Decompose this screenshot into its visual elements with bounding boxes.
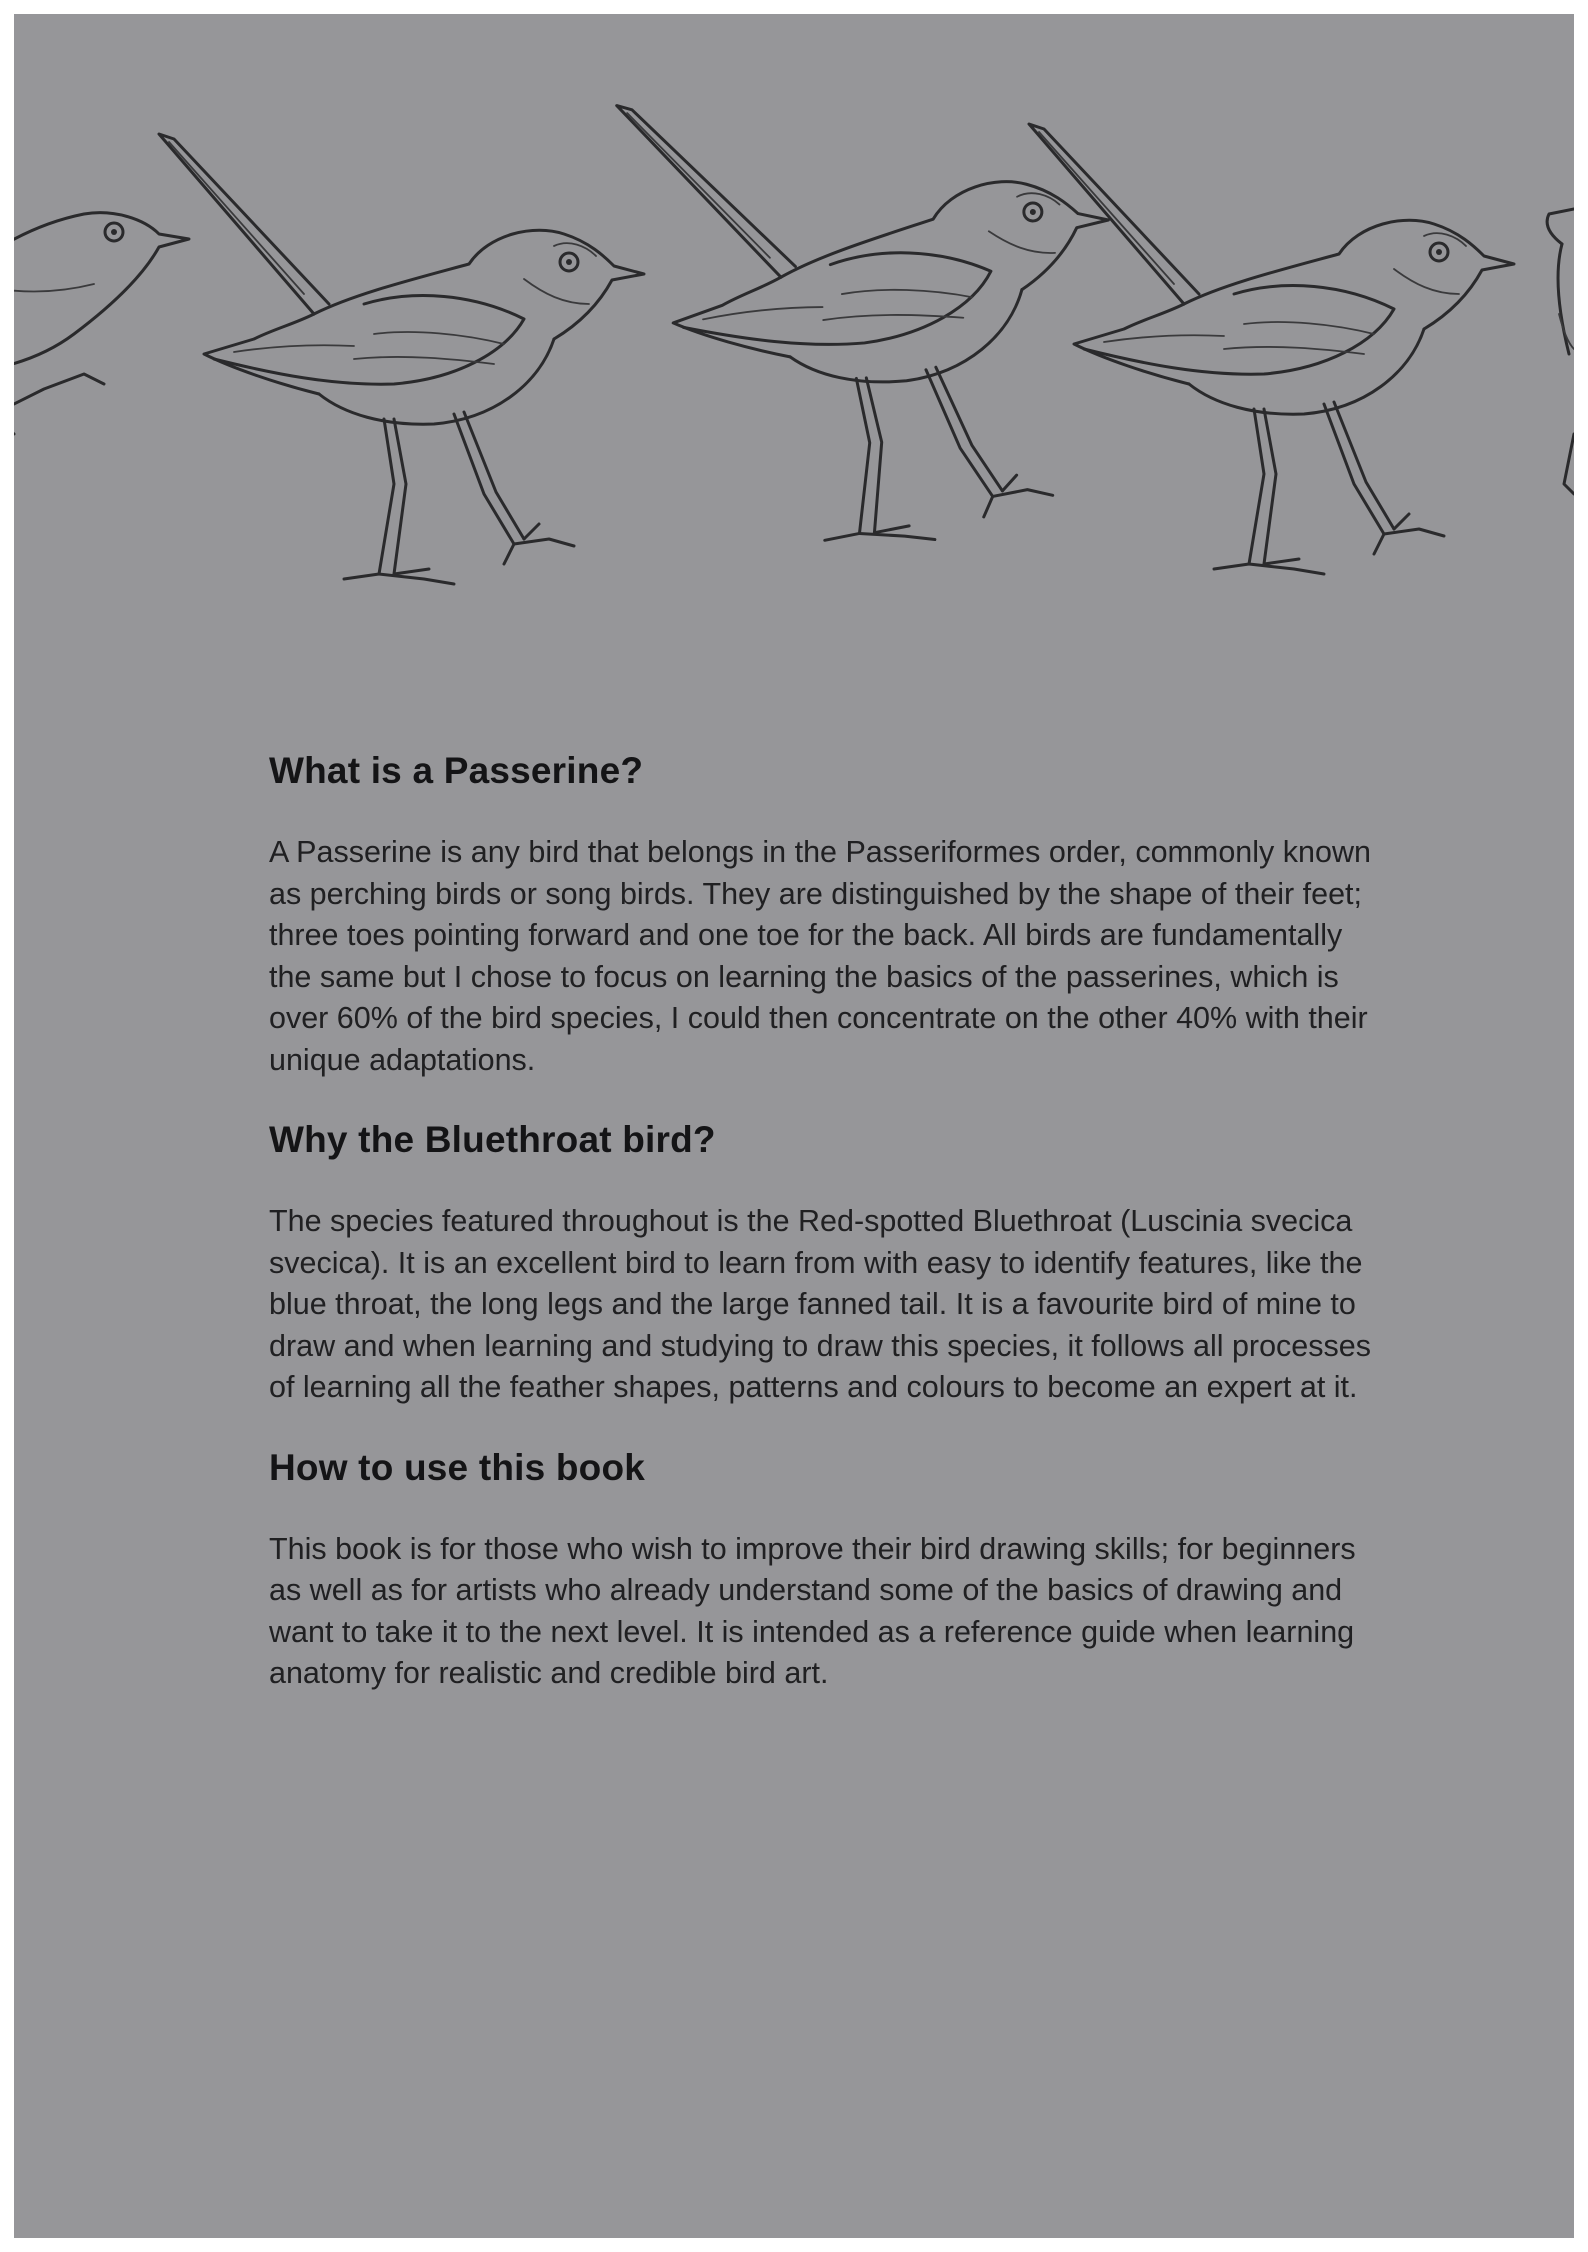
section-body: The species featured throughout is the Red-spotted Bluethroat (Luscinia svecica svecica). It is an excellent bird to learn from with easy to identify features, like the blue throat, the long legs and the large fanned tail. It is a favourite bird of mine to draw and when learning and studying to draw this species, it follows all processes of learning all the feather shapes, patterns and colours to become an expert at it. xyxy=(269,1204,1371,1404)
section-heading: How to use this book xyxy=(269,1446,646,1488)
section-bluethroat xyxy=(269,1119,1379,1409)
section-heading: What is a Passerine? xyxy=(269,750,644,791)
bluethroat-sketch-illustration xyxy=(14,14,1574,674)
article-text xyxy=(269,750,1379,1733)
section-body: This book is for those who wish to improve their bird drawing skills; for beginners as well as for artists who already understand some of the basics of drawing and want to take it to the next level. It is intended as a reference guide when learning anatomy for realistic and credible bird art. xyxy=(269,1531,1356,1690)
section-how-to-use xyxy=(269,1447,1379,1695)
section-body: A Passerine is any bird that belongs in the Passeriformes order, commonly known as perching birds or song birds. They are distinguished by the shape of their feet; three toes pointing forward and one toe for the back. All birds are fundamentally the same but I chose to focus on learning the basics of the passerines, which is over 60% of the bird species, I could then concentrate on the other 40% with their unique adaptations. xyxy=(269,835,1371,1077)
section-passerine xyxy=(269,750,1379,1081)
section-heading: Why the Bluethroat bird? xyxy=(269,1119,716,1160)
book-page xyxy=(14,14,1574,2238)
